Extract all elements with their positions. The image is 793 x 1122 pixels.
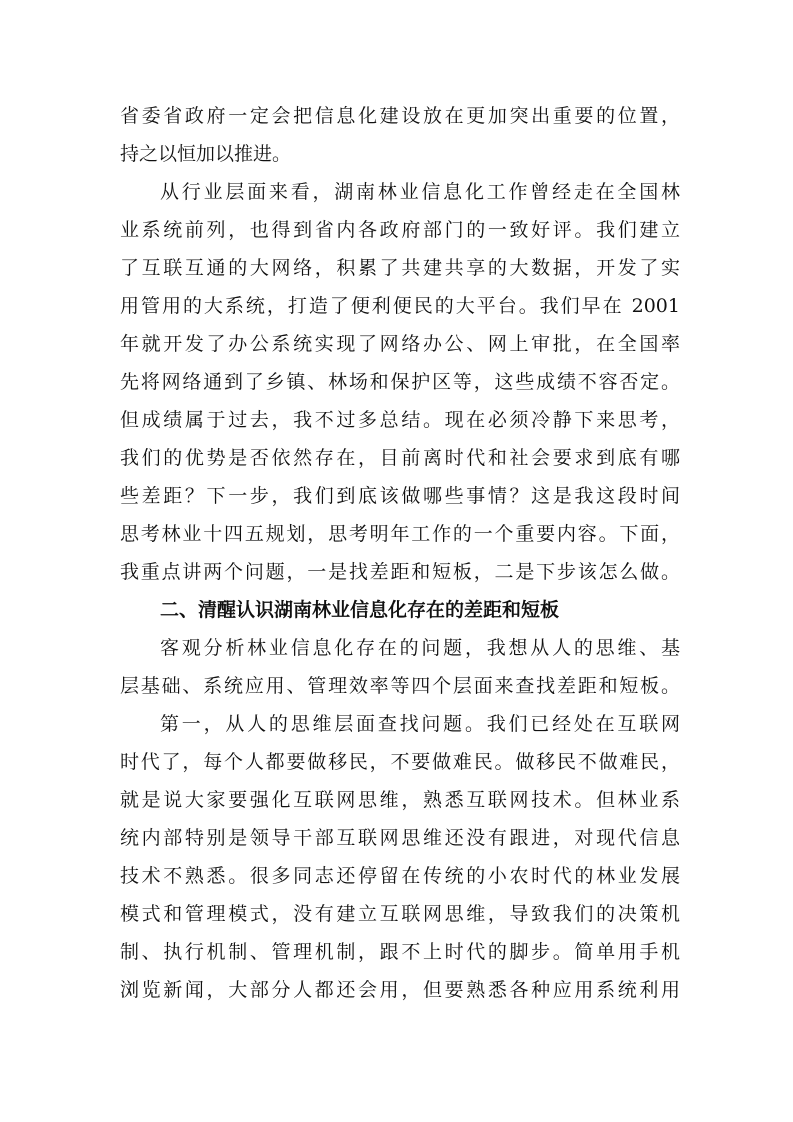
paragraph-line: 制、执行机制、管理机制，跟不上时代的脚步。简单用手机 <box>120 941 680 963</box>
paragraph-line: 层基础、系统应用、管理效率等四个层面来查找差距和短板。 <box>120 675 680 697</box>
paragraph-line: 些差距？下一步，我们到底该做哪些事情？这是我这段时间 <box>120 485 680 507</box>
paragraph-line: 第一，从人的思维层面查找问题。我们已经处在互联网 <box>160 713 680 735</box>
paragraph-line: 业系统前列，也得到省内各政府部门的一致好评。我们建立 <box>120 219 680 241</box>
paragraph-line: 技术不熟悉。很多同志还停留在传统的小农时代的林业发展 <box>120 865 680 887</box>
paragraph-line: 持之以恒加以推进。 <box>120 143 292 165</box>
section-heading: 二、清醒认识湖南林业信息化存在的差距和短板 <box>160 599 560 621</box>
paragraph-line: 我们的优势是否依然存在，目前离时代和社会要求到底有哪 <box>120 447 680 469</box>
paragraph-line: 模式和管理模式，没有建立互联网思维，导致我们的决策机 <box>120 903 680 925</box>
paragraph-line: 思考林业十四五规划，思考明年工作的一个重要内容。下面， <box>120 523 680 545</box>
paragraph-line: 时代了，每个人都要做移民，不要做难民。做移民不做难民， <box>120 751 680 773</box>
paragraph-line: 省委省政府一定会把信息化建设放在更加突出重要的位置， <box>120 105 680 127</box>
paragraph-line: 我重点讲两个问题，一是找差距和短板，二是下步该怎么做。 <box>120 561 680 583</box>
paragraph-line: 客观分析林业信息化存在的问题，我想从人的思维、基 <box>160 637 680 659</box>
paragraph-line: 了互联互通的大网络，积累了共建共享的大数据，开发了实 <box>120 257 680 279</box>
paragraph-line: 年就开发了办公系统实现了网络办公、网上审批，在全国率 <box>120 333 680 355</box>
paragraph-line: 浏览新闻，大部分人都还会用，但要熟悉各种应用系统利用 <box>120 979 680 1001</box>
paragraph-line: 但成绩属于过去，我不过多总结。现在必须冷静下来思考， <box>120 409 680 431</box>
paragraph-line: 用管用的大系统，打造了便利便民的大平台。我们早在 2001 <box>120 295 680 317</box>
paragraph-line: 就是说大家要强化互联网思维，熟悉互联网技术。但林业系 <box>120 789 680 811</box>
paragraph-line: 从行业层面来看，湖南林业信息化工作曾经走在全国林 <box>160 181 680 203</box>
paragraph-line: 先将网络通到了乡镇、林场和保护区等，这些成绩不容否定。 <box>120 371 680 393</box>
paragraph-line: 统内部特别是领导干部互联网思维还没有跟进，对现代信息 <box>120 827 680 849</box>
